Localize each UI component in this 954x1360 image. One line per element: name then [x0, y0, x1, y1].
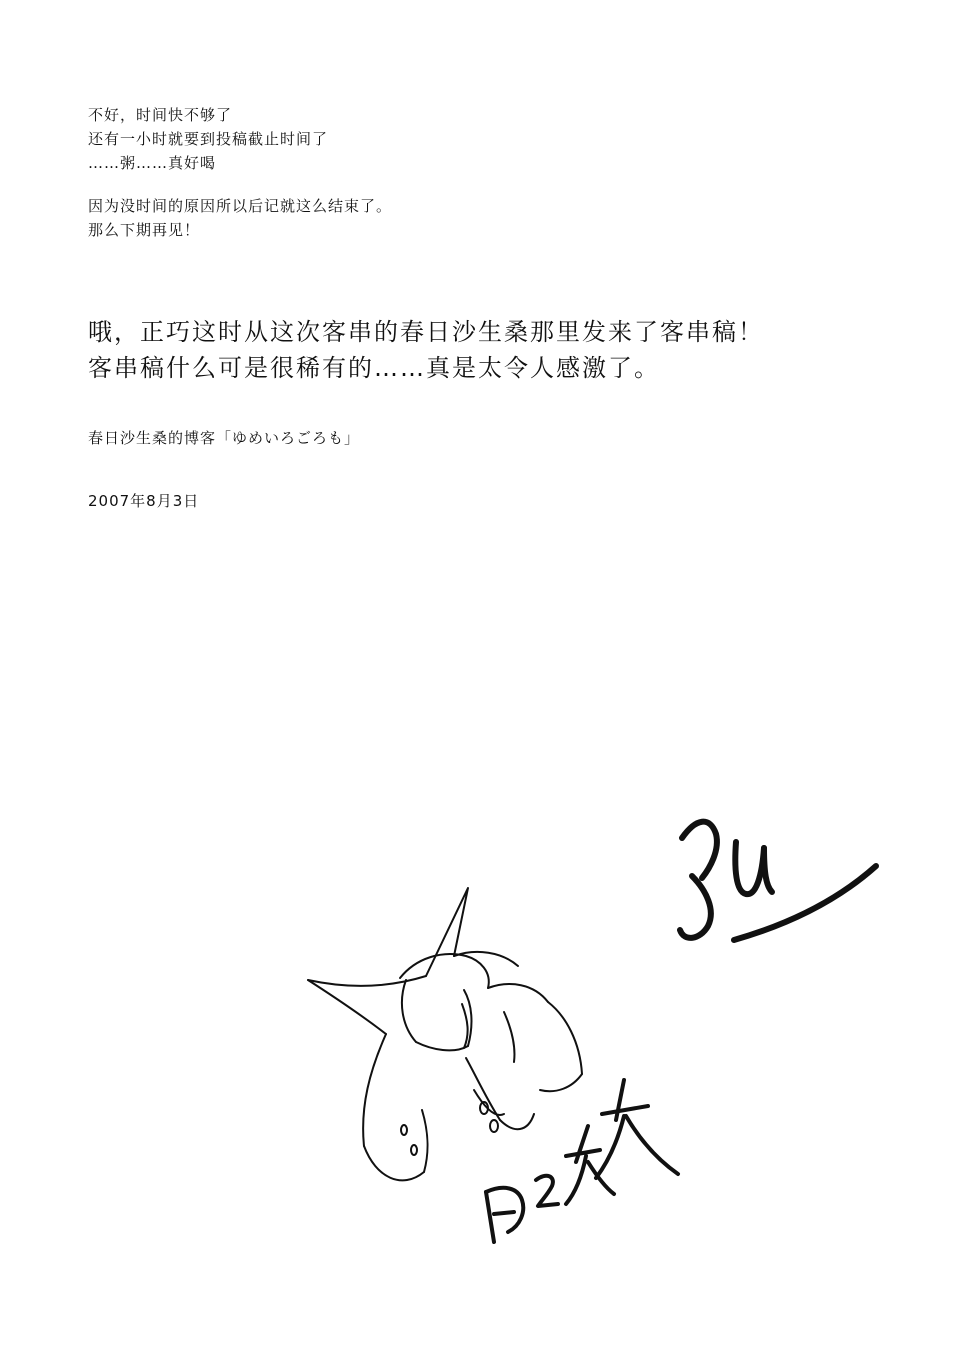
announcement-line: 客串稿什么可是很稀有的……真是太令人感激了。 — [88, 354, 660, 382]
afterword-line: 那么下期再见！ — [88, 221, 201, 239]
announcement-line: 哦，正巧这时从这次客串的春日沙生桑那里发来了客串稿！ — [88, 318, 764, 346]
afterword-note-group-1 — [88, 103, 328, 175]
character-drawing — [308, 888, 582, 1180]
afterword-note-group-2 — [88, 194, 392, 242]
afterword-guest-announcement — [88, 314, 764, 386]
afterword-line: ……粥……真好喝 — [88, 154, 217, 172]
handwritten-caption-icon — [486, 1080, 678, 1242]
blog-reference: 春日沙生桑的博客「ゆめいろごろも」 — [88, 429, 361, 447]
date-line: 2007年8月3日 — [88, 492, 200, 510]
bunny-ear-character-sketch-icon — [290, 780, 910, 1250]
afterword-line: 还有一小时就要到投稿截止时间了 — [88, 130, 329, 148]
afterword-line: 不好，时间快不够了 — [88, 106, 233, 124]
afterword-line: 因为没时间的原因所以后记就这么结束了。 — [88, 197, 393, 215]
signature-yu-icon — [680, 822, 876, 940]
guest-sketch-illustration — [290, 780, 910, 1250]
